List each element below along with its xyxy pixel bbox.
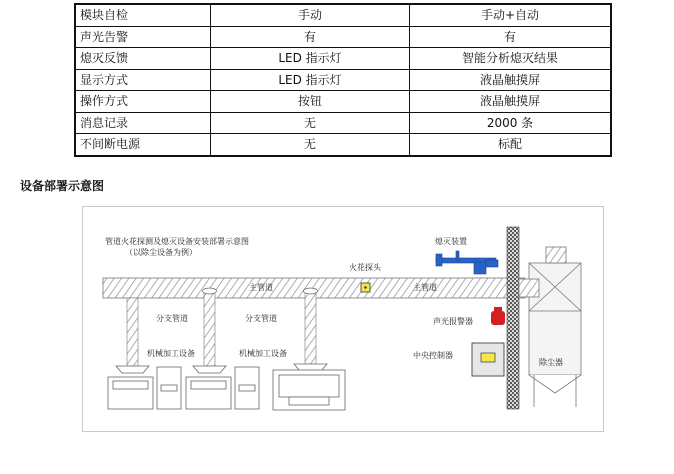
basic-value-cell: 无 <box>211 112 410 134</box>
branch-pipe-1 <box>116 298 149 373</box>
advanced-value-cell: 液晶触摸屏 <box>410 69 612 91</box>
table-row <box>75 91 611 113</box>
branch-pipe-label-2: 分支管道 <box>245 314 277 323</box>
extinguisher-device <box>436 251 498 274</box>
section-title: 设备部署示意图 <box>20 179 105 193</box>
feature-cell: 显示方式 <box>75 69 211 91</box>
basic-value-cell: 手动 <box>211 4 410 26</box>
basic-value-cell: 有 <box>211 26 410 48</box>
table-row <box>75 69 611 91</box>
table-row <box>75 134 611 156</box>
diagram-caption-line1: 管道火花探测及熄灭设备安装部署示意图 <box>105 237 249 246</box>
advanced-value-cell: 液晶触摸屏 <box>410 91 612 113</box>
feature-cell: 模块自检 <box>75 4 211 26</box>
alarm-device <box>491 307 505 325</box>
spark-detector-label: 火花探头 <box>349 263 381 272</box>
advanced-value-cell: 智能分析熄灭结果 <box>410 48 612 70</box>
advanced-value-cell: 手动+自动 <box>410 4 612 26</box>
basic-value-cell: LED 指示灯 <box>211 48 410 70</box>
feature-cell: 操作方式 <box>75 91 211 113</box>
advanced-value-cell: 2000 条 <box>410 112 612 134</box>
deployment-diagram <box>82 206 604 432</box>
spec-comparison-table <box>74 3 612 157</box>
table-row <box>75 4 611 26</box>
machine-3 <box>273 370 345 410</box>
dust-collector-label: 除尘器 <box>539 358 563 367</box>
controller-label: 中央控制器 <box>413 351 453 360</box>
table-row <box>75 48 611 70</box>
table-row <box>75 26 611 48</box>
table-row <box>75 112 611 134</box>
feature-cell: 不间断电源 <box>75 134 211 156</box>
feature-cell: 声光告警 <box>75 26 211 48</box>
feature-cell: 消息记录 <box>75 112 211 134</box>
branch-pipe-3 <box>294 288 327 371</box>
basic-value-cell: LED 指示灯 <box>211 69 410 91</box>
feature-cell: 熄灭反馈 <box>75 48 211 70</box>
branch-pipe-label-1: 分支管道 <box>156 314 188 323</box>
advanced-value-cell: 有 <box>410 26 612 48</box>
dust-collector <box>519 247 581 407</box>
machine-label-2: 机械加工设备 <box>239 349 287 358</box>
main-pipe-label-right: 主管道 <box>413 283 437 292</box>
machine-1 <box>108 367 181 409</box>
machine-label-1: 机械加工设备 <box>147 349 195 358</box>
branch-pipe-2 <box>193 288 226 373</box>
advanced-value-cell: 标配 <box>410 134 612 156</box>
main-pipe-label-left: 主管道 <box>249 283 273 292</box>
basic-value-cell: 无 <box>211 134 410 156</box>
extinguisher-label: 熄灭装置 <box>435 237 467 246</box>
wall <box>507 227 519 409</box>
basic-value-cell: 按钮 <box>211 91 410 113</box>
diagram-caption-line2: （以除尘设备为例） <box>125 248 197 257</box>
machine-2 <box>186 367 259 409</box>
alarm-label: 声光报警器 <box>433 317 473 326</box>
